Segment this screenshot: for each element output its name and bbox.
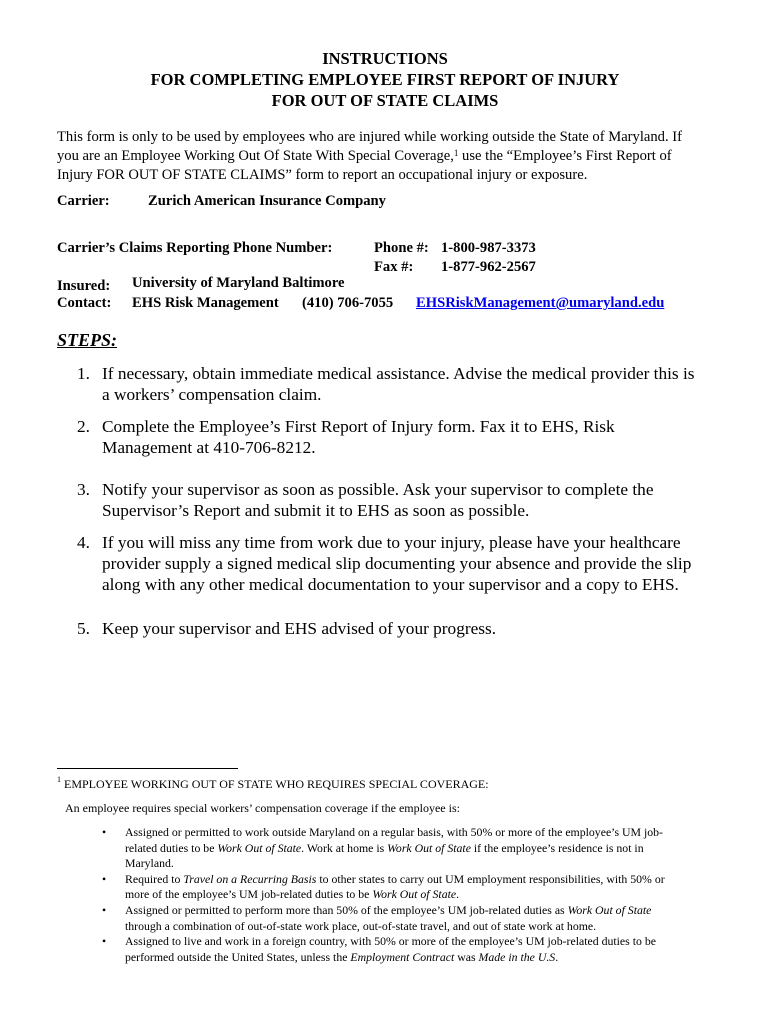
intro-line-2 bbox=[57, 147, 719, 166]
list-item bbox=[97, 825, 717, 872]
step-line: provider supply a signed medical slip documenting your absence and provide the slip bbox=[102, 554, 692, 573]
step-number: 5. bbox=[77, 619, 90, 638]
contact-label: Contact: bbox=[57, 295, 112, 311]
step-number: 1. bbox=[77, 364, 90, 383]
intro-line-1: This form is only to be used by employees who are injured while working outside the State of Maryland. If bbox=[57, 129, 682, 145]
step-line: Supervisor’s Report and submit it to EHS as soon as possible. bbox=[102, 501, 530, 520]
list-item bbox=[97, 934, 717, 965]
bullet-icon: • bbox=[102, 825, 107, 839]
step-text bbox=[102, 532, 691, 595]
footnote-intro: An employee requires special workers’ compensation coverage if the employee is: bbox=[65, 801, 460, 815]
phone-number: 1-800-987-3373 bbox=[441, 240, 536, 256]
footnote-ref[interactable]: 1 bbox=[453, 148, 459, 158]
carrier-value: Zurich American Insurance Company bbox=[148, 193, 386, 209]
contact-phone: (410) 706-7055 bbox=[302, 295, 394, 311]
step-line: Management at 410-706-8212. bbox=[102, 438, 316, 457]
step-number: 3. bbox=[77, 480, 90, 499]
list-item bbox=[97, 872, 717, 903]
step-line: along with any other medical documentation to your supervisor and a copy to EHS. bbox=[102, 575, 679, 594]
footnote-title-text: EMPLOYEE WORKING OUT OF STATE WHO REQUIRES SPECIAL COVERAGE: bbox=[61, 777, 489, 791]
step-text bbox=[102, 479, 654, 521]
bullet-line: Assigned to live and work in a foreign country, with 50% or more of the employee’s UM job-related duties to be bbox=[125, 934, 656, 949]
bullet-line: more of the employee’s UM job-related duties to be Work Out of State. bbox=[125, 887, 460, 902]
steps-heading: STEPS: bbox=[57, 330, 118, 350]
footnote-marker: 1 bbox=[57, 775, 61, 784]
step-text bbox=[102, 618, 496, 639]
list-item bbox=[97, 903, 717, 934]
bullet-line: Required to Travel on a Recurring Basis to other states to carry out UM employment responsibilities, with 50% or bbox=[125, 871, 665, 886]
bullet-line: through a combination of out-of-state work place, out-of-state travel, and out of state work at home. bbox=[125, 918, 597, 933]
claims-phone-label: Carrier’s Claims Reporting Phone Number: bbox=[57, 240, 333, 256]
step-line: If necessary, obtain immediate medical assistance. Advise the medical provider this is bbox=[102, 364, 695, 383]
step-line: Keep your supervisor and EHS advised of your progress. bbox=[102, 619, 497, 638]
bullet-line: related duties to be Work Out of State. Work at home is Work Out of State if the employee’s residence is not in bbox=[125, 840, 644, 855]
step-number: 2. bbox=[77, 417, 90, 436]
document-title bbox=[0, 48, 770, 111]
fax-label: Fax #: bbox=[374, 259, 414, 275]
insured-value: University of Maryland Baltimore bbox=[132, 275, 345, 291]
intro-line-2-end: use the “Employee’s First Report of bbox=[458, 148, 672, 164]
bullet-line: performed outside the United States, unless the Employment Contract was Made in the U.S. bbox=[125, 949, 559, 964]
bullet-icon: • bbox=[102, 934, 107, 949]
step-line: If you will miss any time from work due to your injury, please have your healthcare bbox=[102, 533, 681, 552]
intro-line-3: Injury FOR OUT OF STATE CLAIMS” form to report an occupational injury or exposure. bbox=[57, 167, 588, 183]
contact-name: EHS Risk Management bbox=[132, 295, 279, 311]
step-line: Complete the Employee’s First Report of Injury form. Fax it to EHS, Risk bbox=[102, 417, 615, 436]
step-line: Notify your supervisor as soon as possible. Ask your supervisor to complete the bbox=[102, 480, 654, 499]
step-number: 4. bbox=[77, 533, 90, 552]
contact-email-link[interactable]: EHSRiskManagement@umaryland.edu bbox=[416, 295, 665, 311]
step-text bbox=[102, 363, 695, 405]
step-line: a workers’ compensation claim. bbox=[102, 385, 322, 404]
step-text bbox=[102, 416, 615, 458]
bullet-icon: • bbox=[102, 902, 107, 917]
carrier-label: Carrier: bbox=[57, 193, 110, 209]
bullet-line: Assigned or permitted to perform more than 50% of the employee’s UM job-related duties as Work Out of State bbox=[125, 902, 652, 917]
footnote-title bbox=[57, 777, 489, 792]
insured-label: Insured: bbox=[57, 278, 111, 294]
title-line-1: INSTRUCTIONS bbox=[322, 49, 448, 68]
bullet-line: Assigned or permitted to work outside Maryland on a regular basis, with 50% or more of the employee’s UM job- bbox=[125, 825, 663, 839]
bullet-icon: • bbox=[102, 871, 107, 886]
fax-number: 1-877-962-2567 bbox=[441, 259, 536, 275]
title-line-2: FOR COMPLETING EMPLOYEE FIRST REPORT OF INJURY bbox=[150, 70, 620, 89]
footnote-divider bbox=[57, 768, 238, 769]
phone-label: Phone #: bbox=[374, 240, 429, 256]
bullet-line: Maryland. bbox=[125, 856, 174, 871]
intro-paragraph bbox=[57, 128, 719, 185]
intro-line-2-start: you are an Employee Working Out Of State With Special Coverage, bbox=[57, 148, 454, 164]
title-line-3: FOR OUT OF STATE CLAIMS bbox=[271, 91, 499, 110]
footnote-bullet-list bbox=[97, 825, 717, 965]
